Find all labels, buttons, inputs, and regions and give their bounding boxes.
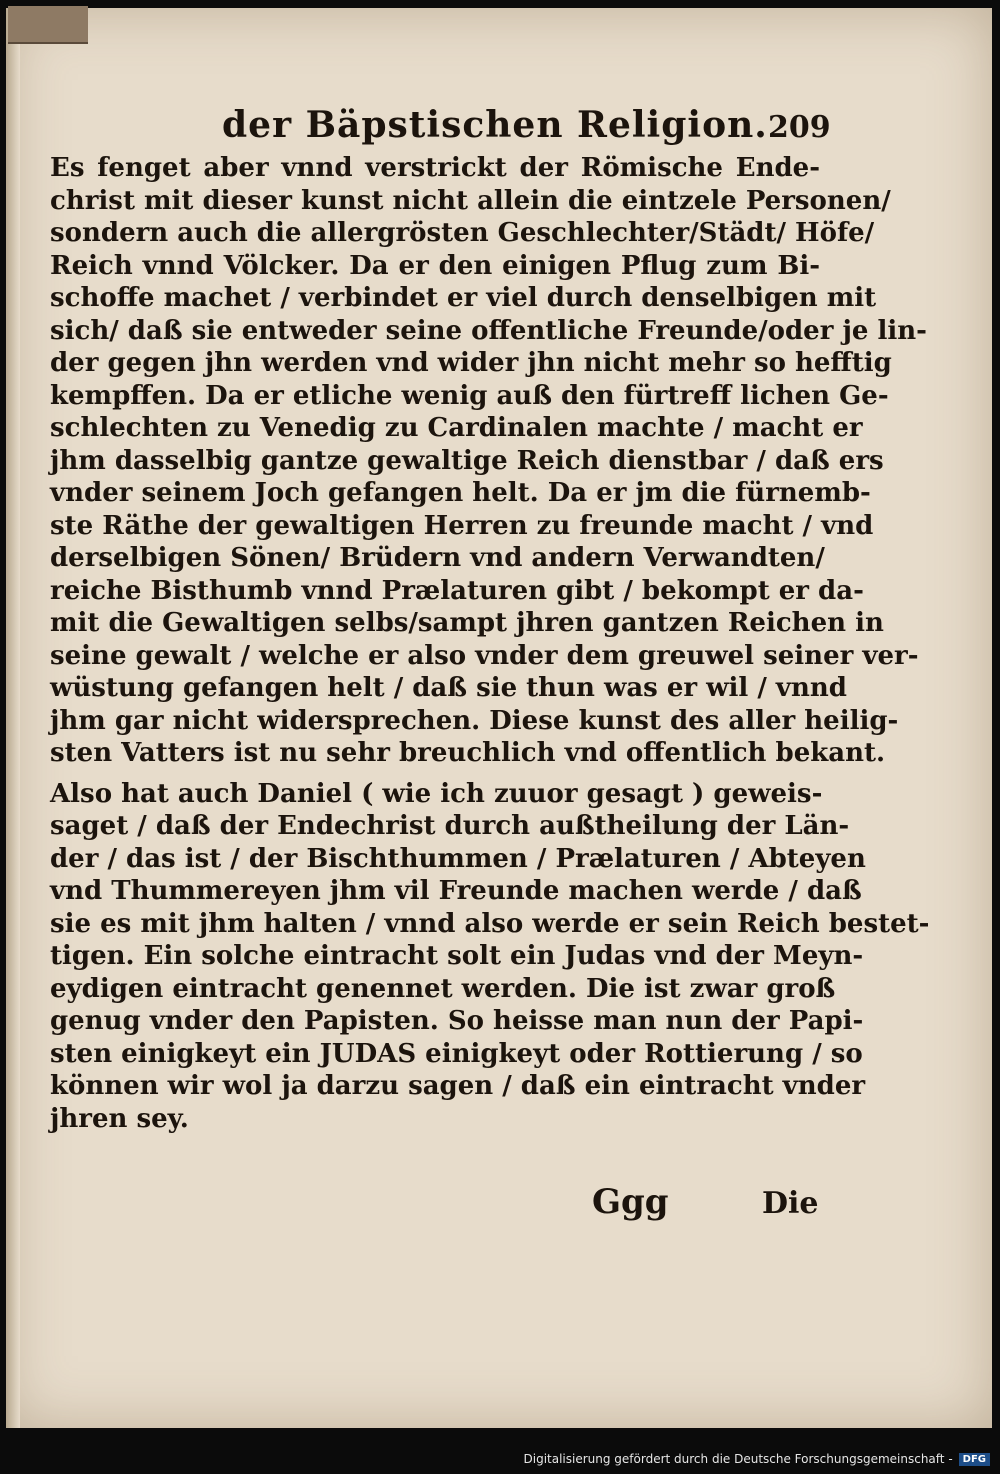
text-line: können wir wol ja darzu sagen / daß ein eintracht vnder	[50, 1071, 866, 1101]
text-line: sie es mit jhm halten / vnnd also werde er sein Reich bestet-	[50, 908, 930, 939]
text-line: jhren sey.	[50, 1103, 189, 1134]
text-line: sondern auch die allergrösten Geschlechter/Städt/ Höfe/	[50, 218, 875, 248]
dfg-logo-badge: DFG	[959, 1453, 990, 1466]
text-line: ste Räthe der gewaltigen Herren zu freunde macht / vnd	[50, 510, 874, 541]
text-line: Es fenget aber vnnd verstrickt der Römische Ende-	[50, 153, 820, 183]
text-line: saget / daß der Endechrist durch außtheilung der Län-	[50, 811, 850, 841]
text-line: genug vnder den Papisten. So heisse man nun der Papi-	[50, 1006, 864, 1036]
page-number: 209	[768, 110, 831, 145]
text-line: schoffe machet / verbindet er viel durch denselbigen mit	[50, 283, 877, 313]
text-line: der / das ist / der Bischthummen / Prælaturen / Abteyen	[50, 843, 866, 874]
paragraph	[50, 778, 930, 1136]
text-line: sten Vatters ist nu sehr breuchlich vnd offentlich bekant.	[50, 738, 886, 768]
page-header	[0, 104, 1000, 154]
text-line: kempffen. Da er etliche wenig auß den fürtreff lichen Ge-	[50, 380, 889, 411]
text-line: tigen. Ein solche eintracht solt ein Judas vnd der Meyn-	[50, 941, 864, 971]
catchword: Die	[762, 1186, 819, 1221]
text-line: Reich vnnd Völcker. Da er den einigen Pflug zum Bi-	[50, 250, 820, 281]
text-line: seine gewalt / welche er also vnder dem greuwel seiner ver-	[50, 640, 919, 671]
page-gutter-shadow	[6, 8, 20, 1428]
digitization-footer	[0, 1448, 990, 1470]
running-title: der Bäpstischen Religion.	[222, 104, 768, 146]
binding-edge-tab	[8, 6, 88, 44]
signature-mark: Ggg	[592, 1182, 669, 1222]
text-line: reiche Bisthumb vnnd Prælaturen gibt / bekompt er da-	[50, 575, 864, 606]
text-line: eydigen eintracht genennet werden. Die ist zwar groß	[50, 973, 836, 1004]
text-line: jhm gar nicht widersprechen. Diese kunst des aller heilig-	[50, 705, 899, 736]
text-line: sich/ daß sie entweder seine offentliche Freunde/oder je lin-	[50, 315, 927, 346]
text-line: christ mit dieser kunst nicht allein die eintzele Personen/	[50, 185, 891, 216]
body-text	[50, 152, 930, 1135]
text-line: derselbigen Sönen/ Brüdern vnd andern Verwandten/	[50, 543, 825, 573]
text-line: der gegen jhn werden vnd wider jhn nicht mehr so hefftig	[50, 348, 892, 378]
text-line: Also hat auch Daniel ( wie ich zuuor gesagt ) geweis-	[50, 778, 823, 809]
text-line: mit die Gewaltigen selbs/sampt jhren gantzen Reichen in	[50, 608, 884, 638]
text-line: wüstung gefangen helt / daß sie thun was er wil / vnnd	[50, 673, 847, 703]
text-line: vnder seinem Joch gefangen helt. Da er jm die fürnemb-	[50, 478, 871, 508]
text-line: schlechten zu Venedig zu Cardinalen machte / macht er	[50, 413, 863, 443]
paragraph	[50, 152, 927, 770]
text-line: jhm dasselbig gantze gewaltige Reich dienstbar / daß ers	[50, 445, 884, 476]
text-line: sten einigkeyt ein JUDAS einigkeyt oder Rottierung / so	[50, 1038, 863, 1069]
text-line: vnd Thummereyen jhm vil Freunde machen werde / daß	[50, 876, 862, 906]
footer-credit: Digitalisierung gefördert durch die Deutsche Forschungsgemeinschaft -	[523, 1452, 953, 1466]
